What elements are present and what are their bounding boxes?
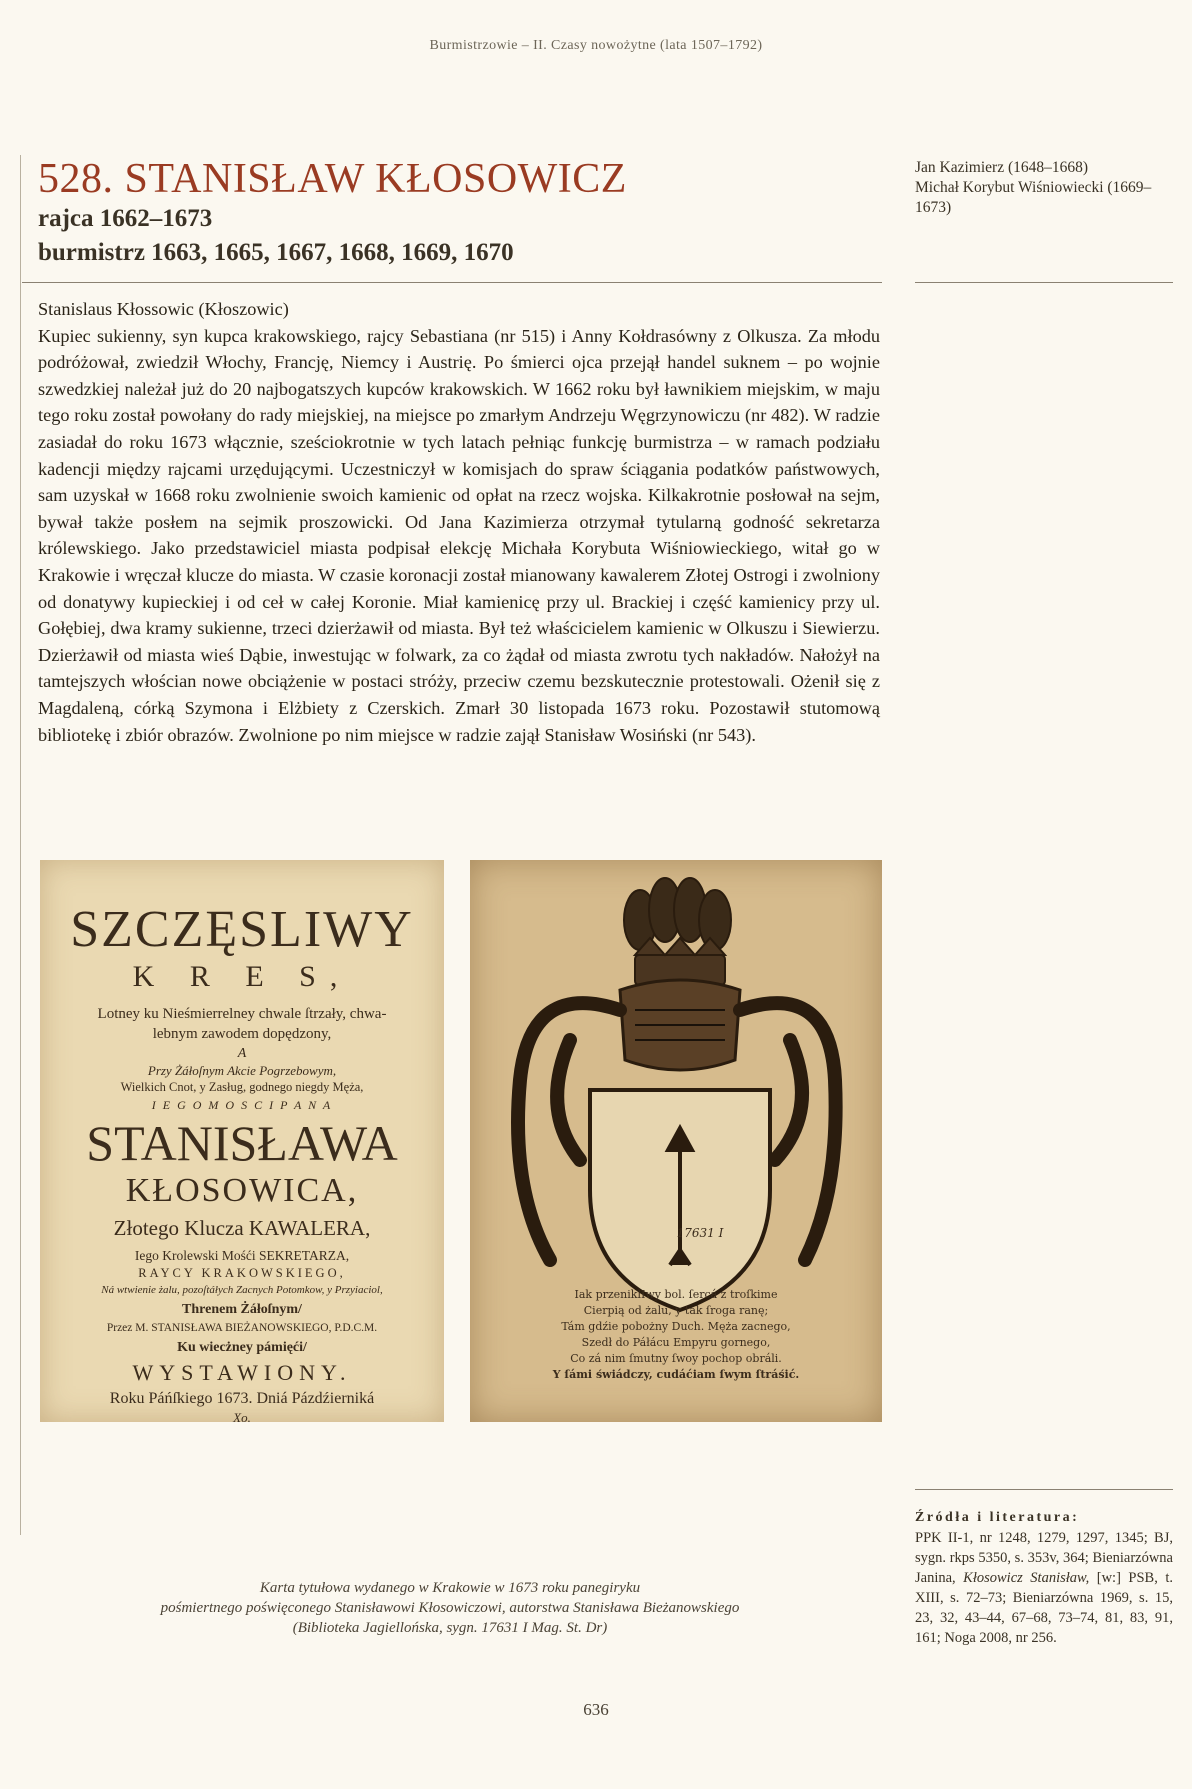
woodcut-verse: Szedł do Páłácu Empyru gornego,	[581, 1336, 771, 1349]
side-rule	[915, 282, 1173, 283]
tp-line: Lotney ku Nieśmierrelney chwale ſtrzały, chwa-	[97, 1006, 387, 1022]
tp-line: Xo.	[233, 1410, 251, 1425]
running-head: Burmistrzowie – II. Czasy nowożytne (lata 1507–1792)	[429, 38, 763, 53]
woodcut-verse: Iak przeniklIwy bol. ſercá z troſkime	[574, 1288, 778, 1301]
tp-line: K R E S,	[132, 960, 352, 993]
entry-heading	[38, 156, 878, 270]
woodcut-verse: Co zá nim ſmutny ſwoy pochop obráli.	[570, 1352, 782, 1365]
sources-text-italic: Kłosowicz Stanisław,	[963, 1570, 1090, 1586]
tp-line: Przy Żáłoſnym Akcie Pogrzebowym,	[147, 1063, 337, 1078]
entry-number: 528.	[38, 156, 114, 202]
entry-title	[38, 156, 878, 202]
entry-office-mayor: burmistrz 1663, 1665, 1667, 1668, 1669, 1670	[38, 239, 514, 266]
tp-line: Przez M. STANISŁAWA BIEŻANOWSKIEGO, P.D.C.M.	[106, 1322, 378, 1334]
tp-line: Ku wiecżney pámięći/	[177, 1340, 307, 1355]
woodcut-verse: Y ſámi świádczy, cudáćiam ſwym ſtráśić.	[552, 1368, 800, 1381]
sources-text: PPK II-1, nr 1248, 1279, 1297, 1345; BJ, sygn. rkps 5350, s. 353v, 364; Bieniarzówna Janina,	[915, 1530, 1173, 1586]
tp-line: WYSTAWIONY.	[132, 1360, 352, 1385]
biography-paragraph: Kupiec sukienny, syn kupca krakowskiego, rajcy Sebastiana (nr 515) i Anny Kołdrasówny z Olkusza. Za młodu podróżował, zwiedził Włochy, Francję, Niemcy i Austrię. Po śmierci ojca przejął handel suknem – po wojnie szwedzkiej należał już do 20 najbogatszych kupców krakowskich. W 1662 roku był ławnikiem miejskim, w maju tego roku został powołany do rady miejskiej, na miejsce po zmarłym Andrzeju Węgrzynowiczu (nr 482). W radzie zasiadał do roku 1673 włącznie, sześciokrotnie w tych latach pełniąc funkcję burmistrza – w ramach podziału kadencji między rajcami urzędującymi. Uczestniczył w komisjach do spraw ściągania podatków państwowych, sam uzyskał w 1668 roku zwolnienie swoich kamienic od opłat na rzecz wojska. Kilkakrotnie posłował na sejm, bywał także posłem na sejmik proszowicki. Od Jana Kazimierza otrzymał tytularną godność sekretarza królewskiego. Jako przedstawiciel miasta podpisał elekcję Michała Korybuta Wiśniowieckiego, witał go w Krakowie i wręczał klucze do miasta. W czasie koronacji został mianowany kawalerem Złotej Ostrogi i zwolniony od donatywy kupieckiej i od ceł w całej Koronie. Miał kamienicę przy ul. Brackiej i część kamienicy przy ul. Gołębiej, dwa kramy sukienne, trzeci dzierżawił od miasta. Był też właścicielem kamienic w Olkuszu i Siewierzu. Dzierżawił od miasta wieś Dąbie, inwestując w folwark, za co żądał od miasta zwrotu tych nakładów. Nałożył na tamtejszych włościan nowe obciążenie w postaci stróży, przeciw czemu bezskutecznie protestowali. Ożenił się z Magdaleną, córką Szymona i Elżbiety z Czerskich. Zmarł 30 listopada 1673 roku. Pozostawił stutomową bibliotekę i zbiór obrazów. Zwolnione po nim miejsce w radzie zajął Stanisław Wosiński (nr 543).	[38, 325, 880, 745]
caption-line: Karta tytułowa wydanego w Krakowie w 1673 roku panegiryku	[259, 1580, 641, 1596]
sources-heading: Źródła i literatura:	[915, 1510, 1080, 1525]
feathers-icon	[624, 878, 731, 950]
woodcut-verse: Tám gdźie pobożny Duch. Męża zacnego,	[561, 1320, 791, 1333]
left-margin-rule	[20, 155, 21, 1535]
tp-line: Wielkich Cnot, y Zasług, godnego niegdy Męża,	[120, 1080, 364, 1094]
title-page-image	[40, 860, 444, 1425]
tp-line: STANISŁAWA	[86, 1115, 398, 1171]
tp-line: Threnem Żáłoſnym/	[182, 1302, 302, 1317]
tp-line: RAYCY KRAKOWSKIEGO,	[138, 1266, 346, 1280]
inventory-number: 17631 I	[676, 1226, 724, 1240]
tp-line: Roku Páńſkiego 1673. Dniá Pázdźierniká	[109, 1390, 375, 1407]
sources-rule	[915, 1489, 1173, 1490]
caption-line: (Biblioteka Jagiellońska, sygn. 17631 I Mag. St. Dr)	[292, 1620, 608, 1636]
figure-caption	[120, 1578, 780, 1638]
side-note-rulers	[915, 158, 1173, 218]
tp-line: SZCZĘSLIWY	[70, 901, 414, 958]
tp-line: I E G O M O S C I P A N A	[151, 1098, 333, 1112]
caption-line: pośmiertnego poświęconego Stanisławowi Kłosowiczowi, autorstwa Stanisława Bieżanowskiego	[160, 1600, 740, 1616]
tp-line: A	[237, 1046, 247, 1061]
biography-text	[38, 296, 880, 748]
tp-line: lebnym zawodem dopędzony,	[152, 1026, 332, 1042]
latin-name: Stanislaus Kłossowic (Kłoszowic)	[38, 299, 289, 319]
helmet-icon	[620, 980, 740, 1070]
page-number: 636	[583, 1700, 609, 1719]
entry-name: STANISŁAW KŁOSOWICZ	[124, 156, 627, 202]
heading-rule	[22, 282, 882, 283]
side-note-line: Jan Kazimierz (1648–1668)	[915, 159, 1089, 176]
entry-office-councillor: rajca 1662–1673	[38, 205, 213, 232]
sources-text: [w:] PSB, t. XIII, s. 72–73; Bieniarzówna 1969, s. 15, 23, 32, 43–44, 67–68, 73–74, 81, 83, 91, 161; Noga 2008, nr 256.	[915, 1570, 1173, 1646]
tp-line: Iego Krolewski Mośći SEKRETARZA,	[134, 1248, 350, 1263]
sources-block	[915, 1508, 1173, 1648]
side-note-line: Michał Korybut Wiśniowiecki (1669–1673)	[915, 179, 1152, 216]
crown-icon	[635, 938, 725, 985]
coat-of-arms-image	[470, 860, 882, 1422]
tp-line: Ná wtwienie żalu, pozoſtáłych Zacnych Potomkow, y Przyiaciol,	[101, 1284, 383, 1296]
woodcut-verse: Cierpią od żalu, y tak ſroga ranę;	[583, 1304, 769, 1317]
tp-line: Złotego Klucza KAWALERA,	[113, 1216, 371, 1240]
tp-line: KŁOSOWICA,	[125, 1172, 359, 1209]
